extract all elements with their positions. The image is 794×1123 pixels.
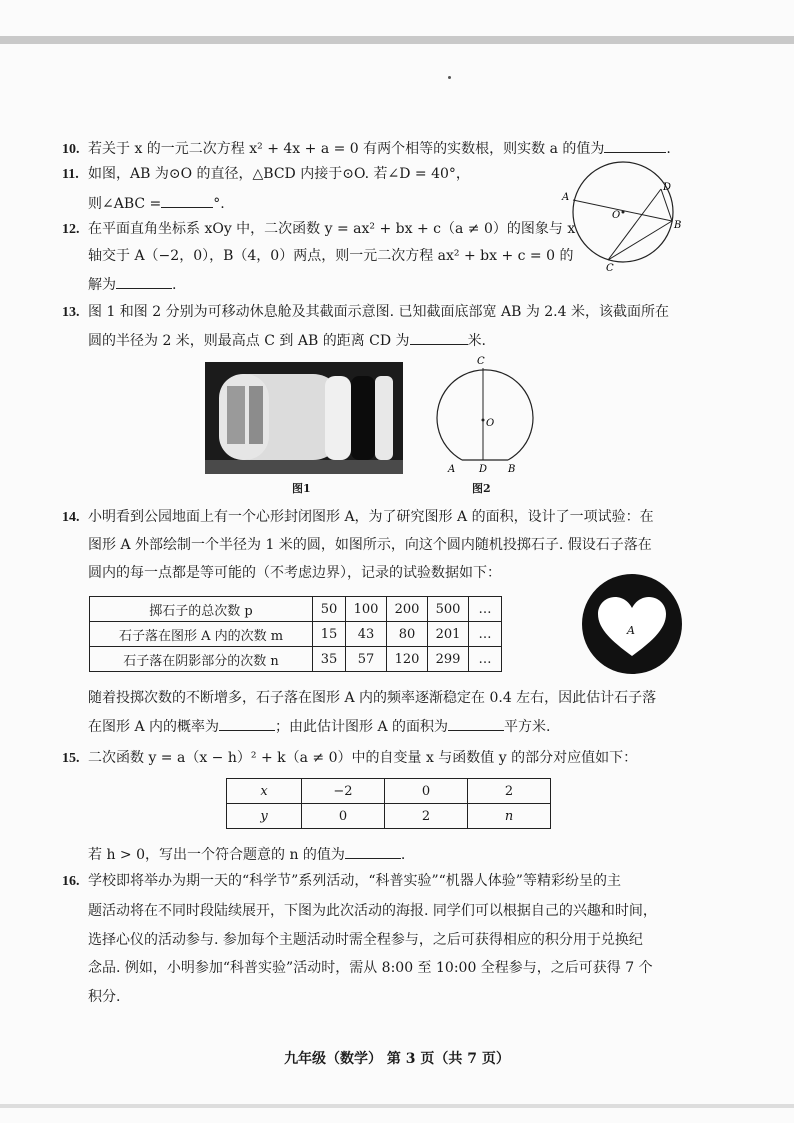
table-cell: 15: [313, 622, 346, 647]
question-16-line3: [62, 930, 643, 950]
circle-figure-11: [560, 150, 690, 272]
row-header: 掷石子的总次数 p: [90, 597, 313, 622]
center-point: [622, 211, 625, 214]
answer-blank[interactable]: [116, 274, 172, 289]
segment-db: [661, 189, 672, 221]
question-12-line2: [62, 246, 573, 266]
label-a: A: [448, 464, 456, 474]
question-text: 二次函数 y = a（x − h）² + k（a ≠ 0）中的自变量 x 与函数值 y 的部分对应值如下：: [88, 750, 638, 766]
answer-blank[interactable]: [161, 193, 213, 208]
table-cell: 299: [428, 647, 469, 672]
table-cell: …: [469, 597, 502, 622]
question-number: 14.: [62, 510, 80, 525]
table-cell: 200: [387, 597, 428, 622]
table-cell: −2: [302, 779, 385, 804]
table-row: [227, 804, 551, 829]
table-row: [90, 622, 502, 647]
table-cell: 500: [428, 597, 469, 622]
label-b: B: [674, 220, 682, 231]
table-cell: 43: [346, 622, 387, 647]
question-14-line1: [62, 507, 654, 528]
question-16-line1: [62, 871, 621, 892]
question-12-line3: [62, 274, 176, 295]
question-14-line5: [62, 716, 550, 737]
question-16-line5: [62, 987, 120, 1007]
row-header: x: [227, 779, 302, 804]
question-13-line2: [62, 330, 486, 351]
table-cell: 57: [346, 647, 387, 672]
table-cell: 100: [346, 597, 387, 622]
heart-label: A: [627, 624, 635, 637]
throw-data-table: [89, 596, 502, 672]
segment-dc: [608, 189, 661, 260]
question-end: 米.: [467, 333, 487, 349]
question-text: ；由此估计图形 A 的面积为: [275, 719, 449, 735]
question-text: 小明看到公园地面上有一个心形封闭图形 A，为了研究图形 A 的面积，设计了一项试验：在: [88, 509, 654, 525]
question-14-line3: [62, 563, 501, 583]
question-text: 平方米.: [504, 719, 551, 735]
figure-2-cross-section: [426, 352, 538, 474]
label-d: D: [479, 464, 488, 474]
label-c: C: [477, 356, 485, 367]
question-number: 16.: [62, 874, 80, 889]
question-number: 15.: [62, 751, 80, 766]
question-14-line2: [62, 535, 652, 555]
table-cell: 201: [428, 622, 469, 647]
question-15-line1: [62, 748, 637, 769]
table-cell: 35: [313, 647, 346, 672]
table-row: [227, 779, 551, 804]
label-c: C: [606, 263, 614, 272]
heart-in-circle-figure: [580, 572, 684, 676]
question-15-line2: [62, 844, 405, 865]
question-number: 13.: [62, 305, 80, 320]
pod-illustration: [205, 362, 403, 474]
table-cell: 0: [302, 804, 385, 829]
question-11-line2: [62, 193, 225, 214]
answer-blank[interactable]: [410, 330, 468, 345]
question-text: 图形 A 外部绘制一个半径为 1 米的圆，如图所示，向这个圆内随机投掷石子. 假设石子落在: [88, 537, 652, 553]
question-text: 图 1 和图 2 分别为可移动休息舱及其截面示意图. 已知截面底部宽 AB 为 2.4 米，该截面所在: [88, 304, 669, 320]
table-cell: 80: [387, 622, 428, 647]
table-cell: …: [469, 647, 502, 672]
question-text: 解为: [88, 277, 116, 293]
table-cell: n: [468, 804, 551, 829]
question-text: 圆的半径为 2 米，则最高点 C 到 AB 的距离 CD 为: [88, 333, 410, 349]
table-row: [90, 647, 502, 672]
question-text: 若 h > 0，写出一个符合题意的 n 的值为: [88, 847, 345, 863]
diameter-ab: [573, 200, 672, 221]
label-d: D: [663, 182, 672, 193]
question-text: 圆内的每一点都是等可能的（不考虑边界），记录的试验数据如下：: [88, 565, 501, 581]
question-text: 学校即将举办为期一天的“科学节”系列活动，“科普实验”“机器人体验”等精彩纷呈的主: [88, 873, 621, 889]
section-arc: [437, 370, 533, 460]
question-text: 若关于 x 的一元二次方程 x² + 4x + a = 0 有两个相等的实数根，则实数 a 的值为: [88, 141, 605, 157]
scan-speck: [448, 76, 451, 79]
table-cell: 120: [387, 647, 428, 672]
answer-blank[interactable]: [219, 716, 275, 731]
question-end: .: [400, 847, 406, 863]
row-header: y: [227, 804, 302, 829]
answer-blank[interactable]: [448, 716, 504, 731]
question-end: .: [172, 277, 177, 293]
question-13-line1: [62, 302, 669, 323]
question-text: 则∠ABC =: [88, 196, 162, 212]
label-o: O: [486, 418, 495, 429]
question-16-line4: [62, 958, 653, 978]
question-text: 在平面直角坐标系 xOy 中，二次函数 y = ax² + bx + c（a ≠ 0）的图象与 x: [88, 221, 576, 237]
answer-blank[interactable]: [345, 844, 401, 859]
question-14-line4: [62, 688, 656, 708]
question-text: 轴交于 A（−2，0），B（4，0）两点，则一元二次方程 ax² + bx + c = 0 的: [88, 248, 574, 264]
figure-1-pod-photo: [205, 362, 403, 474]
table-cell: 0: [385, 779, 468, 804]
question-end: .: [666, 141, 671, 157]
question-end: °.: [213, 196, 225, 212]
center-point: [482, 419, 485, 422]
label-b: B: [508, 464, 516, 474]
row-header: 石子落在阴影部分的次数 n: [90, 647, 313, 672]
question-number: 10.: [62, 142, 80, 157]
question-number: 12.: [62, 222, 80, 237]
label-a: A: [562, 192, 570, 203]
question-12-line1: [62, 219, 575, 240]
question-text: 如图，AB 为⊙O 的直径，△BCD 内接于⊙O. 若∠D = 40°，: [88, 166, 470, 182]
question-16-line2: [62, 901, 657, 921]
question-text: 念品. 例如，小明参加“科普实验”活动时，需从 8:00 至 10:00 全程参与，之后可获得 7 个: [88, 960, 653, 976]
table-cell: 2: [468, 779, 551, 804]
question-text: 随着投掷次数的不断增多，石子落在图形 A 内的频率逐渐稳定在 0.4 左右，因此估计石子落: [88, 690, 657, 706]
question-text: 积分.: [88, 989, 121, 1005]
row-header: 石子落在图形 A 内的次数 m: [90, 622, 313, 647]
xy-value-table: [226, 778, 551, 829]
page-footer: 九年级（数学） 第 3 页（共 7 页）: [284, 1051, 510, 1067]
table-cell: …: [469, 622, 502, 647]
question-11-line1: [62, 164, 470, 185]
table-row: [90, 597, 502, 622]
figure-1-caption: 图1: [292, 482, 311, 495]
question-number: 11.: [62, 167, 79, 182]
question-text: 选择心仪的活动参与. 参加每个主题活动时需全程参与，之后可获得相应的积分用于兑换纪: [88, 932, 643, 948]
figure-2-caption: 图2: [472, 482, 491, 495]
scan-bottom-edge: [0, 1104, 794, 1108]
question-text: 在图形 A 内的概率为: [88, 719, 220, 735]
question-text: 题活动将在不同时段陆续展开，下图为此次活动的海报. 同学们可以根据自己的兴趣和时间，: [88, 903, 657, 919]
table-cell: 50: [313, 597, 346, 622]
table-cell: 2: [385, 804, 468, 829]
label-o: O: [612, 210, 621, 221]
scan-top-edge: [0, 36, 794, 44]
segment-cb: [608, 221, 672, 260]
